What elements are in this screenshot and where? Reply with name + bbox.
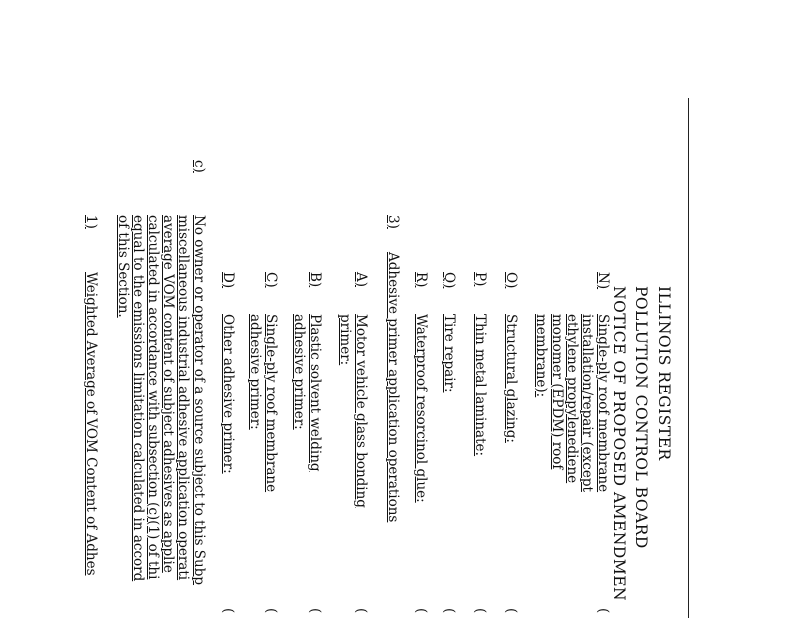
item-n-label: N) [595, 272, 611, 290]
item-p-label: P) [472, 272, 488, 287]
item-o-label: O) [503, 272, 519, 289]
item-q-value: ( [441, 608, 457, 614]
item-b-line-2: adhesive primer: [291, 314, 307, 430]
section-c-line-5: equal to the emissions limitation calculated in accord [130, 215, 146, 582]
section-3-text: Adhesive primer application operations [385, 252, 401, 523]
rotated-document [83, 0, 697, 618]
item-n-line-2: installation/repair (except [579, 314, 595, 492]
item-q-label: Q) [441, 272, 457, 289]
header-rule [688, 98, 689, 618]
item-p-value: ( [472, 608, 488, 614]
section-c-line-4: calculated in accordance with subsection (c)(1) of thi [145, 215, 161, 580]
item-r-label: R) [413, 272, 429, 288]
item-b-value: ( [307, 608, 323, 614]
item-c-line-1: Single-ply roof membrane [263, 314, 279, 493]
item-q-text: Tire repair: [441, 314, 457, 393]
board-title: POLLUTION CONTROL BOARD [632, 286, 650, 549]
item-n-line-5: membrane): [533, 314, 549, 398]
notice-title: NOTICE OF PROPOSED AMENDMEN [610, 286, 628, 602]
item-b-line-1: Plastic solvent welding [307, 314, 323, 472]
item-a-line-1: Motor vehicle glass bonding [353, 314, 369, 508]
item-a-label: A) [353, 272, 369, 288]
section-c-line-3: average VOM content of subject adhesives as applie [160, 215, 176, 573]
section-c-label: c) [191, 160, 207, 173]
item-c-label: C) [263, 272, 279, 288]
item-n-value: ( [595, 608, 611, 614]
section-3-label: 3) [385, 215, 401, 229]
item-n-line-3: ethylene propylenediene [564, 314, 580, 484]
item-d-text: Other adhesive primer: [220, 314, 236, 474]
item-n-line-4: monomer (EPDM) roof [549, 314, 565, 470]
item-c-line-2: adhesive primer: [247, 314, 263, 430]
item-d-value: ( [220, 608, 236, 614]
register-title: ILLINOIS REGISTER [655, 286, 673, 461]
item-r-value: ( [413, 608, 429, 614]
item-a-line-2: primer: [337, 314, 353, 366]
item-r-text: Waterproof resorcinol glue: [413, 314, 429, 503]
item-o-value: ( [503, 608, 519, 614]
item-b-label: B) [307, 272, 323, 288]
item-n-line-1: Single-ply roof membrane [595, 314, 611, 493]
section-c1-text: Weighted Average of VOM Content of Adhes [83, 272, 99, 576]
section-c-line-1: No owner or operator of a source subject to this Subp [191, 215, 207, 586]
item-p-text: Thin metal laminate: [472, 314, 488, 457]
section-c1-label: 1) [83, 215, 99, 229]
section-c-line-2: miscellaneous industrial adhesive application operati [175, 215, 191, 581]
section-c-line-6: of this Section. [115, 215, 131, 318]
item-d-label: D) [220, 272, 236, 289]
item-a-value: ( [353, 608, 369, 614]
item-o-text: Structural glazing: [503, 314, 519, 443]
item-c-value: ( [263, 608, 279, 614]
